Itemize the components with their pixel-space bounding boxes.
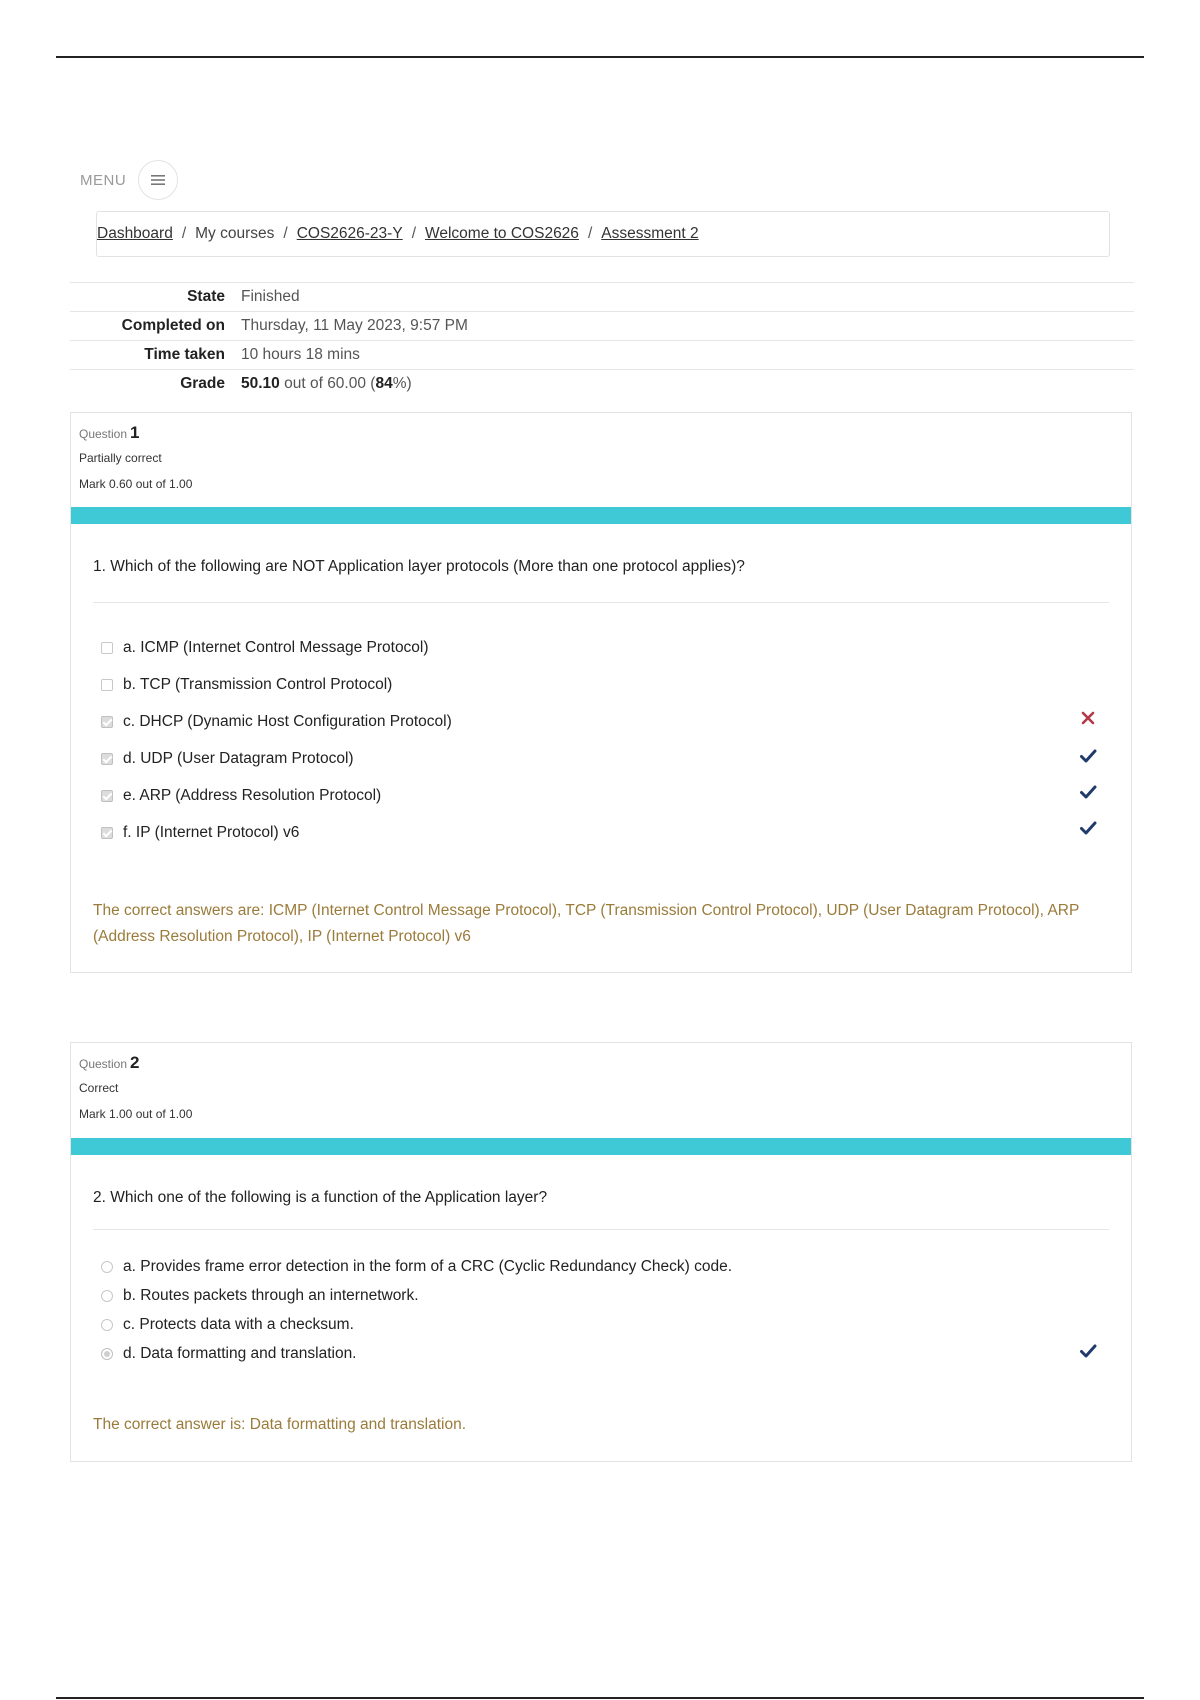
radio-button[interactable] — [101, 1319, 113, 1331]
answer-label: b. Routes packets through an internetwork. — [123, 1286, 419, 1304]
breadcrumb-course[interactable]: COS2626-23-Y — [296, 225, 403, 242]
question-state: Correct — [79, 1081, 119, 1095]
radio-button-checked[interactable] — [101, 1348, 113, 1360]
answer-list — [71, 1230, 1131, 1368]
answer-option[interactable] — [93, 1310, 1109, 1339]
time-taken-value: 10 hours 18 mins — [241, 346, 360, 363]
grade-value — [241, 375, 412, 393]
menu-row — [80, 160, 178, 200]
question-mark: Mark 0.60 out of 1.00 — [79, 477, 193, 491]
radio-button[interactable] — [101, 1261, 113, 1273]
question-bar — [71, 507, 1131, 524]
page-top-rule — [56, 56, 1144, 58]
menu-label: MENU — [80, 171, 127, 189]
answer-label: e. ARP (Address Resolution Protocol) — [123, 786, 382, 804]
answer-label: c. Protects data with a checksum. — [123, 1315, 354, 1333]
question-card-1 — [70, 412, 1132, 973]
answer-option[interactable] — [93, 814, 1109, 851]
checkbox-checked[interactable] — [101, 790, 113, 802]
summary-row-grade — [70, 369, 1134, 398]
question-card-2 — [70, 1042, 1132, 1462]
completed-value: Thursday, 11 May 2023, 9:57 PM — [241, 317, 468, 334]
checkbox-checked[interactable] — [101, 716, 113, 728]
correct-check-icon — [1079, 783, 1097, 801]
answer-option[interactable] — [93, 703, 1109, 740]
breadcrumb-separator: / — [587, 225, 593, 242]
question-number-line — [79, 1053, 1123, 1073]
answer-option[interactable] — [93, 1339, 1109, 1368]
answer-label: b. TCP (Transmission Control Protocol) — [123, 675, 393, 693]
question-mark: Mark 1.00 out of 1.00 — [79, 1107, 193, 1121]
answer-option[interactable] — [93, 1252, 1109, 1281]
correct-check-icon — [1079, 747, 1097, 765]
incorrect-cross-icon — [1079, 709, 1097, 727]
summary-row-state — [70, 282, 1134, 311]
question-number: 2 — [130, 1053, 140, 1072]
grade-percent: 84 — [375, 375, 393, 392]
radio-button[interactable] — [101, 1290, 113, 1302]
grade-tail: %) — [392, 375, 412, 392]
completed-label: Completed on — [121, 317, 225, 334]
summary-row-completed — [70, 311, 1134, 340]
question-number-line — [79, 423, 1123, 443]
breadcrumb-separator: / — [181, 225, 187, 242]
answer-option[interactable] — [93, 630, 1109, 666]
hamburger-icon — [150, 173, 166, 187]
question-state: Partially correct — [79, 451, 162, 465]
correct-check-icon — [1079, 1342, 1097, 1360]
breadcrumb-welcome[interactable]: Welcome to COS2626 — [425, 225, 579, 242]
answer-label: c. DHCP (Dynamic Host Configuration Protocol) — [123, 712, 452, 730]
answer-label: d. Data formatting and translation. — [123, 1344, 357, 1362]
summary-row-time — [70, 340, 1134, 369]
answer-label: d. UDP (User Datagram Protocol) — [123, 749, 354, 767]
breadcrumb-my-courses: My courses — [195, 225, 275, 242]
question-prefix: Question — [79, 1057, 128, 1071]
question-number: 1 — [130, 423, 140, 442]
answer-option[interactable] — [93, 777, 1109, 814]
answer-option[interactable] — [93, 666, 1109, 703]
question-prefix: Question — [79, 427, 128, 441]
answer-label: a. Provides frame error detection in the form of a CRC (Cyclic Redundancy Check) code. — [123, 1257, 733, 1275]
menu-button[interactable] — [138, 160, 178, 200]
checkbox-checked[interactable] — [101, 753, 113, 765]
answer-option[interactable] — [93, 1281, 1109, 1310]
grade-score: 50.10 — [241, 375, 280, 392]
question-info — [71, 1043, 1131, 1139]
breadcrumb-separator: / — [283, 225, 288, 242]
grade-out-of: out of 60.00 ( — [279, 375, 376, 392]
state-value: Finished — [241, 288, 300, 305]
correct-check-icon — [1079, 819, 1097, 837]
breadcrumb-separator: / — [411, 225, 416, 242]
page-bottom-rule — [56, 1697, 1144, 1699]
breadcrumb — [96, 211, 1110, 257]
answer-option[interactable] — [93, 740, 1109, 777]
answer-list — [71, 603, 1131, 851]
checkbox[interactable] — [101, 679, 113, 691]
attempt-summary — [70, 282, 1134, 398]
grade-label: Grade — [180, 375, 225, 392]
checkbox-checked[interactable] — [101, 827, 113, 839]
state-label: State — [187, 288, 225, 305]
checkbox[interactable] — [101, 642, 113, 654]
time-taken-label: Time taken — [144, 346, 225, 363]
breadcrumb-assessment[interactable]: Assessment 2 — [601, 225, 699, 242]
answer-label: a. ICMP (Internet Control Message Protocol) — [123, 639, 429, 656]
breadcrumb-dashboard[interactable]: Dashboard — [97, 225, 173, 242]
correct-answer-feedback: The correct answer is: Data formatting and translation. — [93, 1416, 467, 1433]
question-text: 1. Which of the following are NOT Application layer protocols (More than one protocol applies)? — [93, 558, 745, 575]
question-text: 2. Which one of the following is a function of the Application layer? — [93, 1189, 548, 1206]
question-info — [71, 413, 1131, 509]
correct-answer-feedback: The correct answers are: ICMP (Internet Control Message Protocol), TCP (Transmission Control Protocol), UDP (User Datagram Protocol), ARP (Address Resolution Protocol), IP (Internet Protocol) v6 — [93, 902, 1080, 945]
question-bar — [71, 1138, 1131, 1155]
answer-label: f. IP (Internet Protocol) v6 — [123, 823, 300, 841]
